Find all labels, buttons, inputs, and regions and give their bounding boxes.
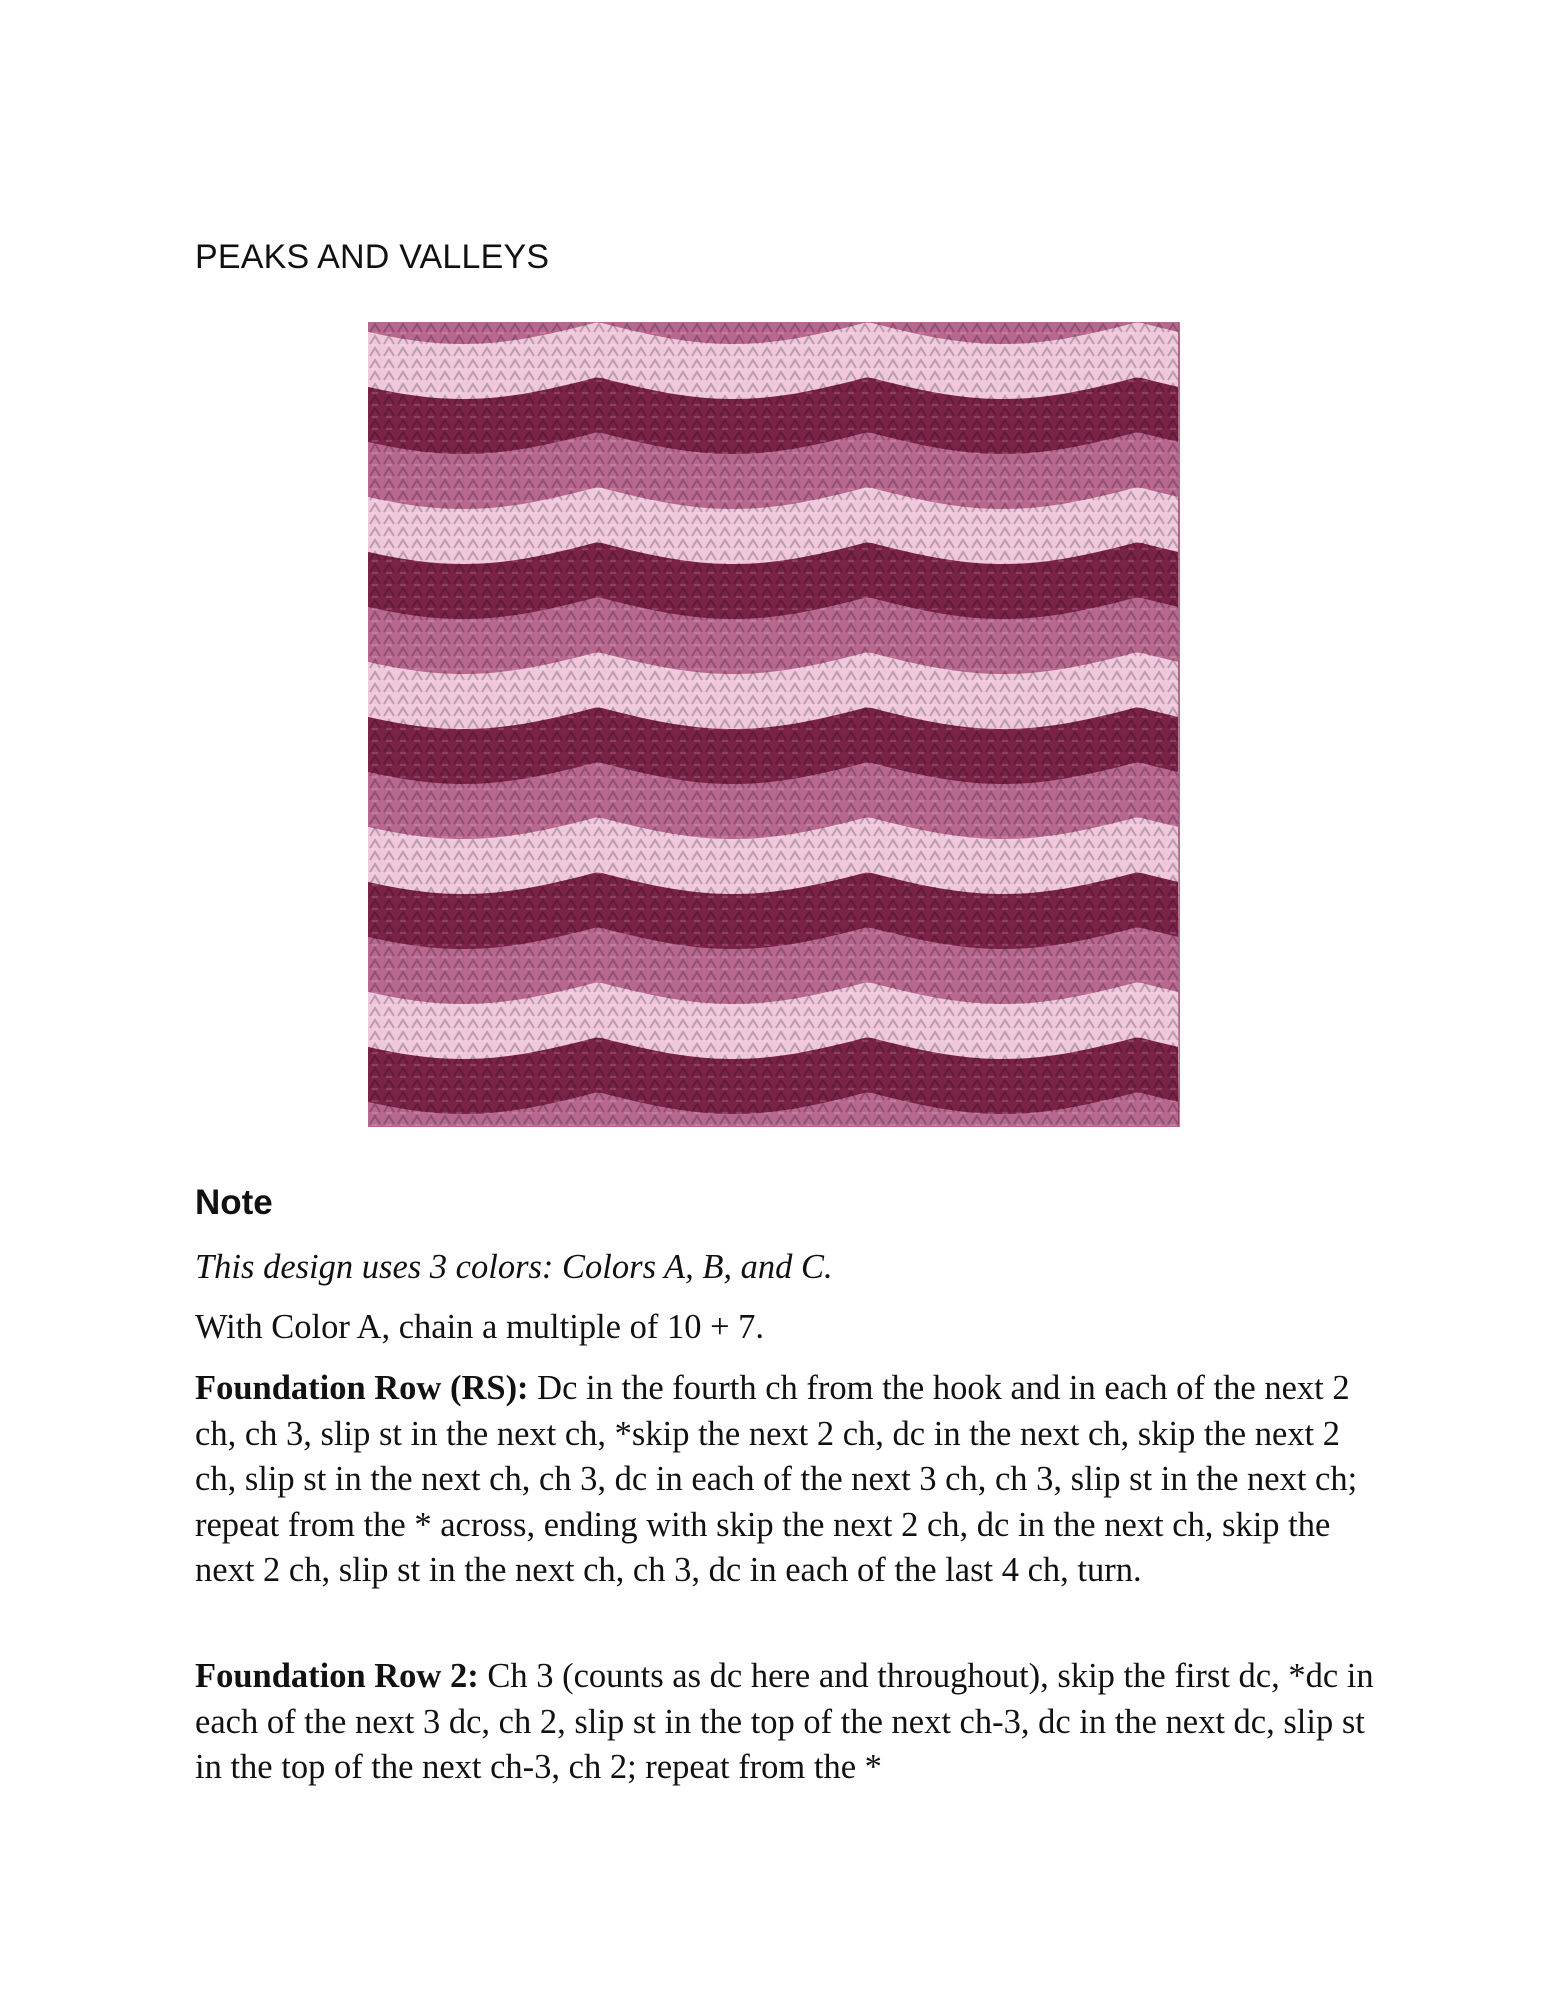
note-intro: This design uses 3 colors: Colors A, B, and C.: [195, 1248, 833, 1286]
chain-instruction: With Color A, chain a multiple of 10 + 7.: [195, 1308, 765, 1346]
swatch-image: [368, 322, 1180, 1127]
foundation-row-rs-label: Foundation Row (RS):: [195, 1369, 529, 1407]
pattern-title: PEAKS AND VALLEYS: [195, 238, 550, 276]
foundation-row-2-text: Ch 3 (counts as dc here and throughout), skip the first dc, *dc in each of the next 3 dc, ch 2, slip st in the top of the next ch-3, dc in the next dc, slip st in the top of the next ch-3, ch 2; repeat from the *: [195, 1657, 1374, 1786]
crochet-swatch-photo: [368, 322, 1180, 1127]
foundation-row-2: [195, 1654, 1375, 1791]
foundation-row-2-label: Foundation Row 2:: [195, 1657, 479, 1695]
foundation-row-rs: [195, 1366, 1375, 1594]
note-heading: Note: [195, 1183, 273, 1222]
foundation-row-rs-text: Dc in the fourth ch from the hook and in each of the next 2 ch, ch 3, slip st in the next ch, *skip the next 2 ch, dc in the next ch, skip the next 2 ch, slip st in the next ch, ch 3, dc in each of the next 3 ch, ch 3, slip st in the next ch; repeat from the * across, ending with skip the next 2 ch, dc in the next ch, skip the next 2 ch, slip st in the next ch, ch 3, dc in each of the last 4 ch, turn.: [195, 1369, 1358, 1589]
